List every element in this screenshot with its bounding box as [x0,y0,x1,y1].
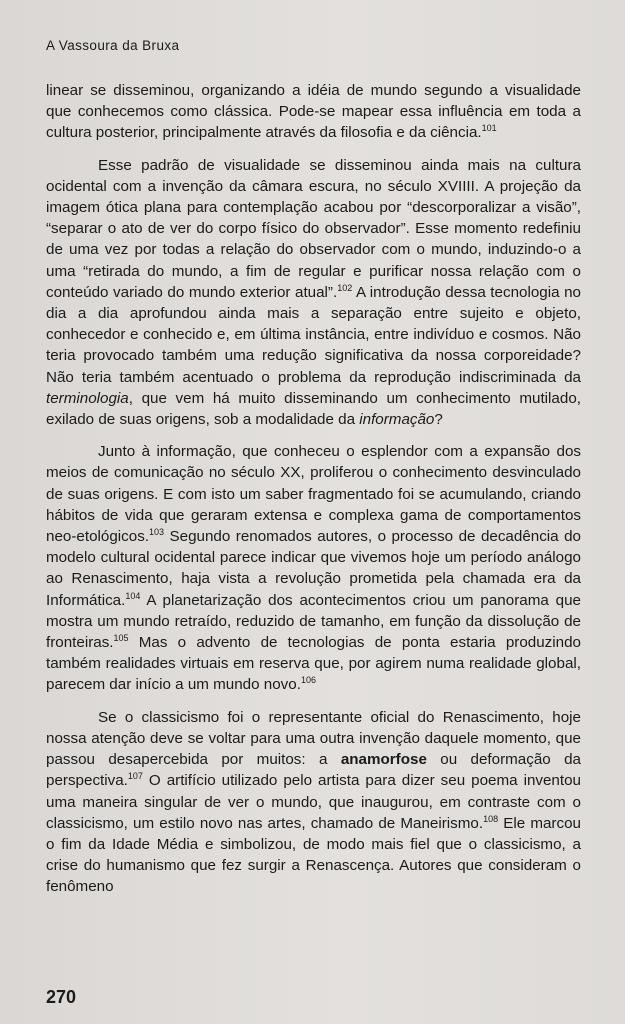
italic-term: terminologia [46,389,129,407]
text-run: ? [434,411,443,429]
bold-term: anamorfose [340,751,427,769]
text-run: Segundo renomados autores, o processo de decadência do modelo cultural ocidental parece indicar que vivemos hoje um período análogo ao Renascimento, haja vista a revolução prometida pela chamada era da Informática. [46,528,581,609]
footnote-ref: 108 [483,813,499,824]
footnote-ref: 102 [337,282,353,293]
footnote-ref: 101 [481,123,497,134]
page-number: 270 [46,987,77,1007]
running-head: A Vassoura da Bruxa [46,38,180,53]
text-run: Junto à informação, que conheceu o esplendor com a expansão dos meios de comunicação no século XX, proliferou o conhecimento desvinculado de suas origens. E com isto um saber fragmentado foi se acumulando, criando hábitos de vida que geraram extensa e complexa gama de comportamentos neo-etológicos. [46,443,581,546]
italic-term: informação [359,411,435,429]
text-run: A introdução dessa tecnologia no dia a dia aprofundou ainda mais a separação entre sujeito e objeto, conhecedor e conhecido e, em última instância, entre indivíduo e cosmos. Não teria provocado também uma redução significativa da nossa corporeidade? Não teria também acentuado o problema da reprodução indiscriminada da [46,283,581,386]
text-run: O artifício utilizado pelo artista para dizer seu poema inventou uma maneira singular de ver o mundo, que inaugurou, em contraste com o classicismo, um estilo novo nas artes, chamado de Maneirismo. [46,772,581,832]
text-run: A planetarização dos acontecimentos criou um panorama que mostra um mundo retraído, reduzido de tamanho, em função da dissolução de fronteiras. [46,591,581,652]
footnote-ref: 105 [113,633,129,644]
paragraph [46,707,581,898]
text-run: Ele marcou o fim da Idade Média e simbolizou, de modo mais fiel que o classicismo, a crise do humanismo que fez surgir a Renascença. Autores que consideram o fenômeno [46,814,581,896]
text-run: ou deformação da perspectiva. [46,751,581,790]
paragraph [46,155,581,431]
body-text [46,80,581,909]
text-run: , que vem há muito disseminando um conhecimento mutilado, exilado de suas origens, sob a modalidade da [46,389,581,429]
text-run: Se o classicismo foi o representante oficial do Renascimento, hoje nossa atenção deve se voltar para uma outra invenção daquele momento, que passou desapercebida por muitos: a [46,708,581,769]
text-run: linear se disseminou, organizando a idéia de mundo segundo a visualidade que conhecemos como clássica. Pode-se mapear essa influência em toda a cultura posterior, principalmente através da filosofia e da ciência. [46,82,581,142]
paragraph [46,80,581,144]
footnote-ref: 106 [300,675,316,686]
footnote-ref: 104 [125,590,141,601]
text-run: Mas o advento de tecnologias de ponta estaria produzindo também realidades virtuais em reserva que, por agirem numa realidade global, parecem dar início a um mundo novo. [46,634,581,694]
footnote-ref: 103 [149,527,165,538]
text-run: Esse padrão de visualidade se disseminou ainda mais na cultura ocidental com a invenção da câmara escura, no século XVIIII. A projeção da imagem ótica plana para contemplação acabou por “descorporalizar a visão”, “separar o ato de ver do corpo físico do observador”. Esse momento redefiniu de uma vez por todas a relação do observador com o mundo, induzindo-o a uma “retirada do mundo, a fim de regular e purificar nossa relação com o conteúdo variado do mundo exterior atual”. [46,156,581,301]
paragraph [46,441,581,695]
footnote-ref: 107 [127,771,143,782]
